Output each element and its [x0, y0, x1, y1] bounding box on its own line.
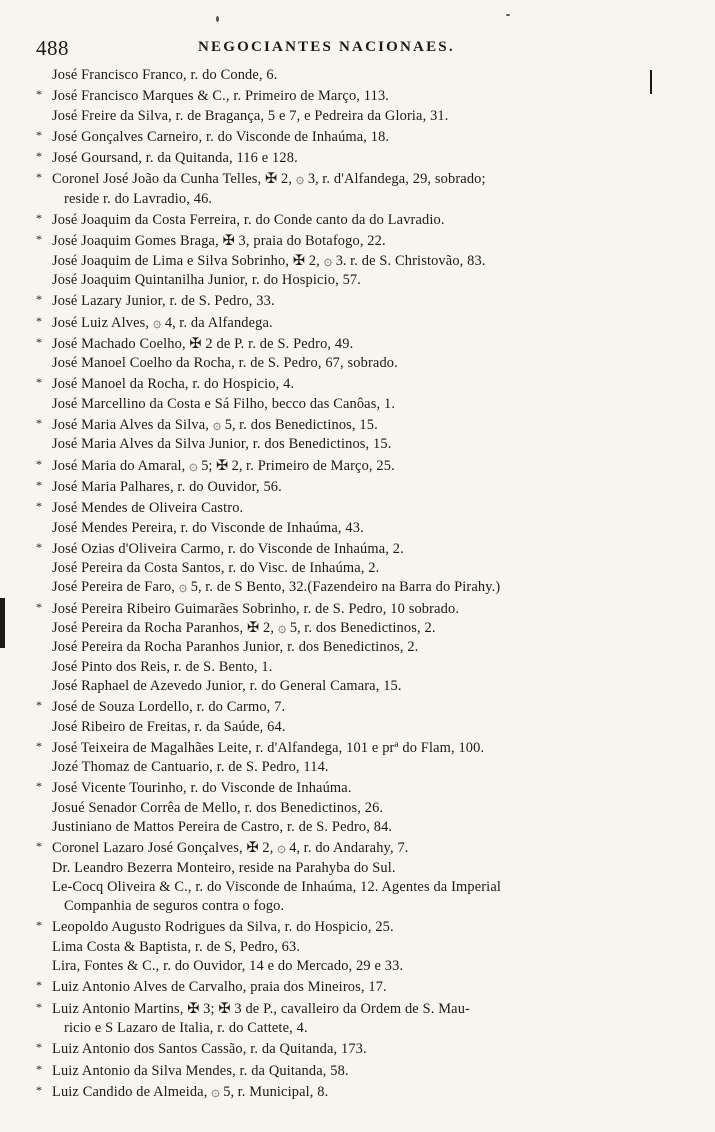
- entry-text: Coronel Lazaro José Gonçalves, ✠ 2, ۞ 4, r. do Andarahy, 7.: [52, 840, 409, 857]
- entry-text: José Pereira da Costa Santos, r. do Visc. de Inhaúma, 2.: [52, 560, 380, 577]
- directory-entry: [36, 1038, 676, 1059]
- directory-entry: [36, 818, 676, 837]
- directory-entry: [36, 519, 676, 538]
- entry-text: José Pereira de Faro, ۞ 5, r. de S Bento, 32.(Fazendeiro na Barra do Pirahy.): [52, 579, 501, 596]
- entry-text: José Francisco Franco, r. do Conde, 6.: [52, 67, 278, 83]
- page-header: [36, 36, 676, 60]
- entry-text: José Mendes de Oliveira Castro.: [52, 500, 244, 517]
- directory-entry: [36, 252, 676, 271]
- directory-entry: [36, 271, 676, 290]
- entry-text: José Teixeira de Magalhães Leite, r. d'Alfandega, 101 e prª do Flam, 100.: [52, 739, 485, 756]
- entry-asterisk: *: [36, 211, 43, 226]
- entry-text: José Joaquim de Lima e Silva Sobrinho, ✠ 2, ۞ 3. r. de S. Christovão, 83.: [52, 252, 486, 269]
- directory-entry: [36, 126, 676, 147]
- entry-text: José Pereira Ribeiro Guimarães Sobrinho, r. de S. Pedro, 10 sobrado.: [52, 600, 460, 617]
- entry-text: Coronel José João da Cunha Telles, ✠ 2, ۞ 3, r. d'Alfandega, 29, sobrado;: [52, 171, 486, 188]
- entry-asterisk: *: [36, 375, 43, 390]
- entry-text: José Luiz Alves, ۞ 4, r. da Alfandega.: [52, 314, 273, 331]
- directory-entry: [36, 758, 676, 777]
- entry-text: José Pinto dos Reis, r. de S. Bento, 1.: [52, 658, 273, 675]
- entry-text: José Mendes Pereira, r. do Visconde de Inhaúma, 43.: [52, 519, 364, 536]
- entry-text: Luiz Antonio Alves de Carvalho, praia dos Mineiros, 17.: [52, 979, 387, 996]
- directory-entry: [36, 476, 676, 497]
- directory-entry: [36, 718, 676, 737]
- entry-asterisk: *: [36, 999, 43, 1014]
- entry-asterisk: *: [36, 170, 43, 185]
- entry-asterisk: *: [36, 149, 43, 164]
- entry-asterisk: *: [36, 539, 43, 554]
- entry-text: José Maria Palhares, r. do Ouvidor, 56.: [52, 478, 282, 495]
- directory-entry: [36, 435, 676, 454]
- entry-text: José Maria do Amaral, ۞ 5; ✠ 2, r. Primeiro de Março, 25.: [52, 457, 395, 474]
- entry-asterisk: *: [36, 1082, 43, 1097]
- directory-entry: [36, 799, 676, 818]
- directory-entry: [36, 497, 676, 518]
- entry-asterisk: *: [36, 779, 43, 794]
- directory-entry: [36, 66, 676, 85]
- directory-entry: [36, 354, 676, 373]
- entry-text: Jozé Thomaz de Cantuario, r. de S. Pedro, 114.: [52, 759, 329, 776]
- entry-text: Luiz Antonio Martins, ✠ 3; ✠ 3 de P., cavalleiro da Ordem de S. Mau-: [52, 1000, 470, 1017]
- directory-entry: [36, 1060, 676, 1081]
- entry-text: José Vicente Tourinho, r. do Visconde de Inhaúma.: [52, 780, 352, 797]
- entry-continuation: ricio e S Lazaro de Italia, r. do Cattete, 4.: [64, 1019, 308, 1036]
- entry-text: José Francisco Marques & C., r. Primeiro de Março, 113.: [52, 88, 390, 105]
- entry-text: Justiniano de Mattos Pereira de Castro, r. de S. Pedro, 84.: [52, 818, 393, 835]
- directory-entry: [36, 677, 676, 696]
- scan-edge-mark: [0, 598, 5, 648]
- directory-entry: [36, 658, 676, 677]
- directory-entry: [36, 312, 676, 333]
- entry-text: José Lazary Junior, r. de S. Pedro, 33.: [52, 293, 275, 310]
- entry-text: José Gonçalves Carneiro, r. do Visconde de Inhaúma, 18.: [52, 128, 390, 145]
- entry-asterisk: *: [36, 698, 43, 713]
- directory-entry: [36, 619, 676, 638]
- entry-text: José Joaquim Quintanilha Junior, r. do Hospicio, 57.: [52, 271, 362, 288]
- directory-entry: [36, 598, 676, 619]
- entry-continuation: reside r. do Lavradio, 46.: [64, 190, 213, 207]
- entry-text: José Joaquim Gomes Braga, ✠ 3, praia do Botafogo, 22.: [52, 233, 386, 250]
- entry-asterisk: *: [36, 313, 43, 328]
- entry-asterisk: *: [36, 334, 43, 349]
- entry-asterisk: *: [36, 839, 43, 854]
- directory-entry: [36, 837, 676, 858]
- directory-entry: [36, 696, 676, 717]
- entry-asterisk: *: [36, 1061, 43, 1076]
- directory-entry: [36, 85, 676, 106]
- scan-margin-mark: [650, 70, 652, 94]
- directory-entry: [36, 168, 676, 209]
- entry-text: José Raphael de Azevedo Junior, r. do General Camara, 15.: [52, 677, 402, 694]
- entry-text: José Pereira da Rocha Paranhos Junior, r. dos Benedictinos, 2.: [52, 639, 419, 656]
- entry-asterisk: *: [36, 127, 43, 142]
- directory-entry: [36, 290, 676, 311]
- directory-entry: [36, 230, 676, 251]
- directory-entry: [36, 916, 676, 937]
- directory-entry: [36, 559, 676, 578]
- directory-entry: [36, 777, 676, 798]
- directory-entry: [36, 333, 676, 354]
- entry-text: Le-Cocq Oliveira & C., r. do Visconde de Inhaúma, 12. Agentes da Imperial: [52, 878, 502, 895]
- entry-text: José Marcellino da Costa e Sá Filho, becco das Canôas, 1.: [52, 395, 396, 412]
- entry-asterisk: *: [36, 292, 43, 307]
- directory-entry: [36, 107, 676, 126]
- scan-speck: [216, 16, 219, 22]
- entry-asterisk: *: [36, 599, 43, 614]
- entry-text: José Joaquim da Costa Ferreira, r. do Conde canto da do Lavradio.: [52, 212, 445, 229]
- entry-text: José Manoel da Rocha, r. do Hospicio, 4.: [52, 376, 295, 393]
- page-number: 488: [36, 36, 69, 60]
- directory-entry: [36, 147, 676, 168]
- directory-entry: [36, 373, 676, 394]
- directory-entry: [36, 455, 676, 476]
- merchant-list: [36, 66, 676, 1102]
- entry-text: José Ribeiro de Freitas, r. da Saúde, 64.: [52, 718, 286, 735]
- entry-text: Dr. Leandro Bezerra Monteiro, reside na Parahyba do Sul.: [52, 859, 396, 876]
- running-head: NEGOCIANTES NACIONAES.: [198, 39, 455, 55]
- directory-entry: [36, 998, 676, 1039]
- directory-entry: [36, 414, 676, 435]
- entry-text: Luiz Candido de Almeida, ۞ 5, r. Municipal, 8.: [52, 1083, 329, 1100]
- directory-entry: [36, 209, 676, 230]
- entry-asterisk: *: [36, 499, 43, 514]
- entry-text: José Manoel Coelho da Rocha, r. de S. Pedro, 67, sobrado.: [52, 355, 398, 372]
- entry-text: José Goursand, r. da Quitanda, 116 e 128.: [52, 150, 298, 167]
- entry-text: José Maria Alves da Silva, ۞ 5, r. dos Benedictinos, 15.: [52, 417, 378, 434]
- entry-text: Luiz Antonio dos Santos Cassão, r. da Quitanda, 173.: [52, 1041, 367, 1058]
- directory-entry: [36, 957, 676, 976]
- scan-speck: [506, 14, 510, 16]
- entry-asterisk: *: [36, 87, 43, 102]
- entry-text: Josué Senador Corrêa de Mello, r. dos Benedictinos, 26.: [52, 799, 384, 816]
- entry-asterisk: *: [36, 1040, 43, 1055]
- entry-text: José Maria Alves da Silva Junior, r. dos Benedictinos, 15.: [52, 436, 392, 453]
- directory-entry: [36, 938, 676, 957]
- entry-text: Lima Costa & Baptista, r. de S, Pedro, 63.: [52, 938, 301, 955]
- directory-entry: [36, 395, 676, 414]
- entry-text: José Ozias d'Oliveira Carmo, r. do Visconde de Inhaúma, 2.: [52, 540, 404, 557]
- directory-entry: [36, 578, 676, 597]
- entry-text: Lira, Fontes & C., r. do Ouvidor, 14 e do Mercado, 29 e 33.: [52, 958, 404, 975]
- directory-entry: [36, 859, 676, 878]
- entry-text: Leopoldo Augusto Rodrigues da Silva, r. do Hospicio, 25.: [52, 919, 394, 936]
- entry-text: José de Souza Lordello, r. do Carmo, 7.: [52, 699, 286, 716]
- directory-entry: [36, 976, 676, 997]
- entry-text: José Pereira da Rocha Paranhos, ✠ 2, ۞ 5, r. dos Benedictinos, 2.: [52, 620, 436, 637]
- directory-entry: [36, 538, 676, 559]
- entry-continuation: Companhia de seguros contra o fogo.: [64, 898, 285, 915]
- entry-text: José Machado Coelho, ✠ 2 de P. r. de S. Pedro, 49.: [52, 335, 354, 352]
- entry-asterisk: *: [36, 416, 43, 431]
- entry-asterisk: *: [36, 738, 43, 753]
- entry-asterisk: *: [36, 456, 43, 471]
- entry-asterisk: *: [36, 477, 43, 492]
- directory-entry: [36, 638, 676, 657]
- directory-entry: [36, 878, 676, 917]
- entry-text: José Freire da Silva, r. de Bragança, 5 e 7, e Pedreira da Gloria, 31.: [52, 107, 449, 124]
- directory-entry: [36, 1081, 676, 1102]
- entry-asterisk: *: [36, 918, 43, 933]
- directory-entry: [36, 737, 676, 758]
- entry-text: Luiz Antonio da Silva Mendes, r. da Quitanda, 58.: [52, 1062, 349, 1079]
- entry-asterisk: *: [36, 978, 43, 993]
- entry-asterisk: *: [36, 232, 43, 247]
